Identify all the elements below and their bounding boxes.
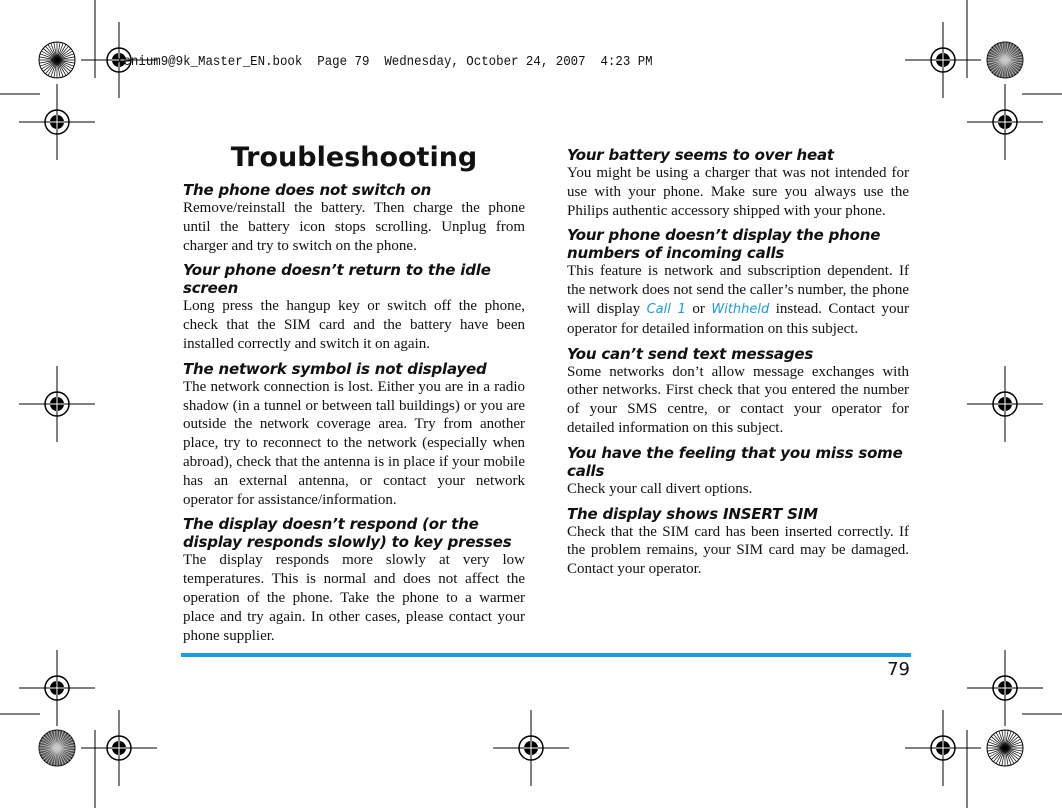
section-no-idle-screen — [183, 261, 525, 353]
section-heading: You can’t send text messages — [567, 344, 814, 363]
section-heading: The network symbol is not displayed — [183, 359, 487, 378]
section-text-messages — [567, 345, 909, 438]
star-target-mark-icon — [987, 42, 1023, 78]
section-heading: The display doesn’t respond (or the display responds slowly) to key presses — [183, 515, 512, 552]
section-insert-sim — [567, 505, 909, 579]
left-column — [183, 142, 525, 651]
right-column — [567, 146, 909, 585]
star-target-mark-icon — [39, 42, 75, 78]
section-heading: The display shows INSERT SIM — [567, 504, 818, 523]
section-heading: Your phone doesn’t display the phone numbers of incoming calls — [567, 226, 881, 263]
body-text: This feature is network and subscription dependent. If the network does not send the caller’s number, the phone will display — [567, 263, 909, 317]
print-slug: Xenium9@9k_Master_EN.book Page 79 Wednesday, October 24, 2007 4:23 PM — [116, 55, 653, 70]
section-body: You might be using a charger that was not intended for use with your phone. Make sure you always use the Philips authentic accessory shipped with your phone. — [567, 165, 909, 219]
star-target-mark-icon — [987, 730, 1023, 766]
star-target-mark-icon — [39, 730, 75, 766]
section-body: Check that the SIM card has been inserted correctly. If the problem remains, your SIM card may be damaged. Contact your operator. — [567, 523, 909, 578]
crosshair-mark-icon — [967, 366, 1043, 442]
section-body: The network connection is lost. Either you are in a radio shadow (in a tunnel or between tall buildings) or you are outside the network coverage area. Try from another place, try to reconnect to the network (especially when abroad), check that the antenna is in place if your mobile has an external antenna, or contact your network operator for assistance/information. — [183, 378, 525, 508]
section-heading: You have the feeling that you miss some calls — [567, 443, 903, 480]
crosshair-mark-icon — [967, 650, 1043, 726]
crosshair-mark-icon — [967, 84, 1043, 160]
crosshair-mark-icon — [905, 22, 981, 98]
crosshair-mark-icon — [493, 710, 569, 786]
section-no-switch-on — [183, 181, 525, 255]
crosshair-mark-icon — [19, 366, 95, 442]
section-body: The display responds more slowly at very low temperatures. This is normal and does not affect the operation of the phone. Take the phone to a warmer place and try again. In other cases, please contact your phone supplier. — [183, 552, 525, 644]
crosshair-mark-icon — [81, 710, 157, 786]
section-heading: The phone does not switch on — [183, 181, 432, 199]
section-heading: Your battery seems to over heat — [567, 146, 834, 164]
section-network-symbol — [183, 360, 525, 510]
section-body: Long press the hangup key or switch off the phone, check that the SIM card and the battery have been installed correctly and switch it on again. — [183, 298, 525, 352]
crosshair-mark-icon — [19, 650, 95, 726]
section-body: Remove/reinstall the battery. Then charge the phone until the battery icon stops scrolling. Unplug from charger and try to switch on the phone. — [183, 200, 525, 254]
section-caller-numbers — [567, 226, 909, 338]
footer-rule — [181, 653, 911, 657]
section-display-slow — [183, 515, 525, 645]
crosshair-mark-icon — [19, 84, 95, 160]
body-text: or — [685, 300, 712, 317]
page-number: 79 — [887, 659, 910, 680]
section-body — [567, 262, 909, 338]
crosshair-mark-icon — [905, 710, 981, 786]
section-battery-heat — [567, 146, 909, 220]
section-body: Check your call divert options. — [567, 480, 753, 497]
section-body: Some networks don’t allow message exchanges with other networks. First check that you entered the number of your SMS centre, or contact your operator for detailed information on this subject. — [567, 363, 909, 436]
page-title: Troubleshooting — [230, 142, 478, 173]
withheld-term: Withheld — [711, 301, 770, 317]
call-1-term: Call 1 — [646, 301, 686, 317]
section-missed-calls — [567, 444, 909, 499]
section-heading: Your phone doesn’t return to the idle screen — [183, 261, 491, 298]
body-text: instead. Contact your operator for detailed information on this subject. — [567, 300, 910, 337]
